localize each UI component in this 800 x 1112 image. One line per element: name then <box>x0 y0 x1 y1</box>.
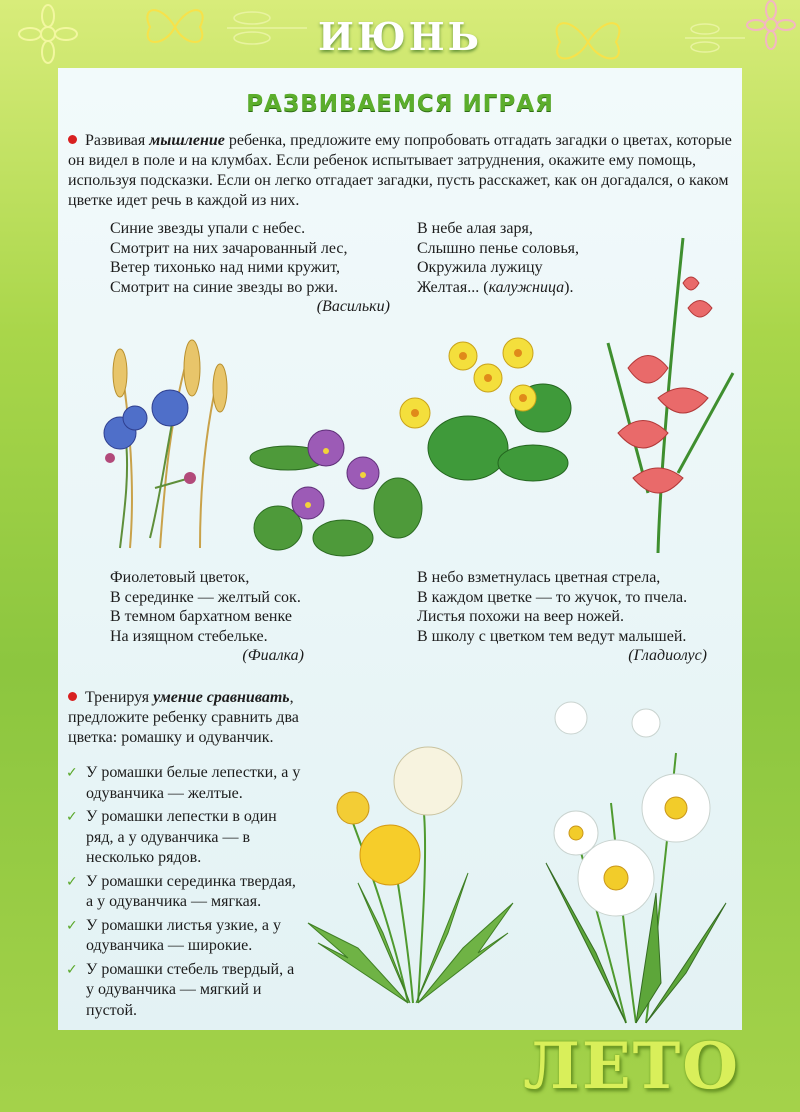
checkmark-icon: ✓ <box>66 873 78 890</box>
bullet-icon <box>68 692 77 701</box>
riddle-answer: (Васильки) <box>316 298 390 315</box>
checkmark-icon: ✓ <box>66 917 78 934</box>
gladiolus-illustration <box>588 233 738 553</box>
list-item: ✓ У ромашки белые лепестки, а у одуванчика — желтые. <box>66 764 301 802</box>
season-title: ЛЕТО <box>523 1029 740 1104</box>
content-panel <box>58 68 742 1030</box>
riddle-cornflower: Синие звезды упали с небес. Смотрит на них зачарованный лес, Ветер тихонько над ними кружит, Смотрит на синие звезды во ржи. (Васильки) <box>110 220 390 315</box>
compare-paragraph: Тренируя умение сравнивать, предложите ребенку сравнить два цветка: ромашку и одуванчик. <box>68 689 299 746</box>
chamomile-illustration <box>526 693 736 1023</box>
checkmark-icon: ✓ <box>66 961 78 978</box>
riddle-marsh-marigold: В небе алая заря, Слышно пенье соловья, Окружила лужицу Желтая... (калужница). <box>417 220 579 296</box>
checkmark-icon: ✓ <box>66 809 78 825</box>
comparison-list <box>66 763 306 1024</box>
riddle-answer: калужница <box>488 278 565 296</box>
bullet-icon <box>68 135 77 144</box>
dandelion-illustration <box>298 743 518 1013</box>
page-title: ИЮНЬ <box>317 14 483 59</box>
intro-paragraph: Развивая мышление ребенка, предложите ему попробовать отгадать загадки о цветах, которые он видел в поле и на клумбах. Если ребенок испытывает затруднения, окажите ему помощь, используя подсказки. Если он легко отгадает загадки, пусть расскажет, как он догадался, о каком цветке идет речь в каждой из них. <box>68 132 732 209</box>
emphasis-thinking: мышление <box>149 132 225 149</box>
riddle-answer: (Фиалка) <box>242 647 304 664</box>
riddle-answer: (Гладиолус) <box>628 647 707 664</box>
section-title: РАЗВИВАЕМСЯ ИГРАЯ <box>246 91 554 117</box>
marsh-marigold-illustration <box>393 338 583 498</box>
riddle-gladiolus: В небо взметнулась цветная стрела, В каждом цветке — то жучок, то пчела. Листья похожи на веер ножей. В школу с цветком тем ведут малышей. (Гладиолус) <box>417 569 707 664</box>
list-item: ✓ У ромашки серединка твердая, а у одуванчика — мягкая. <box>66 872 296 910</box>
cornflower-illustration <box>80 338 250 553</box>
list-item: ✓ У ромашки листья узкие, а у одуванчика — широкие. <box>66 916 281 954</box>
list-item: ✓ У ромашки стебель твердый, а у одуванчика — мягкий и пустой. <box>66 960 295 1019</box>
checkmark-icon: ✓ <box>66 765 78 781</box>
emphasis-compare: умение сравнивать <box>153 689 290 706</box>
list-item: ✓ У ромашки лепестки в один ряд, а у одуванчика — в несколько рядов. <box>66 808 277 866</box>
riddle-violet: Фиолетовый цветок, В серединке — желтый сок. В темном бархатном венке На изящном стебельке. (Фиалка) <box>110 569 304 664</box>
